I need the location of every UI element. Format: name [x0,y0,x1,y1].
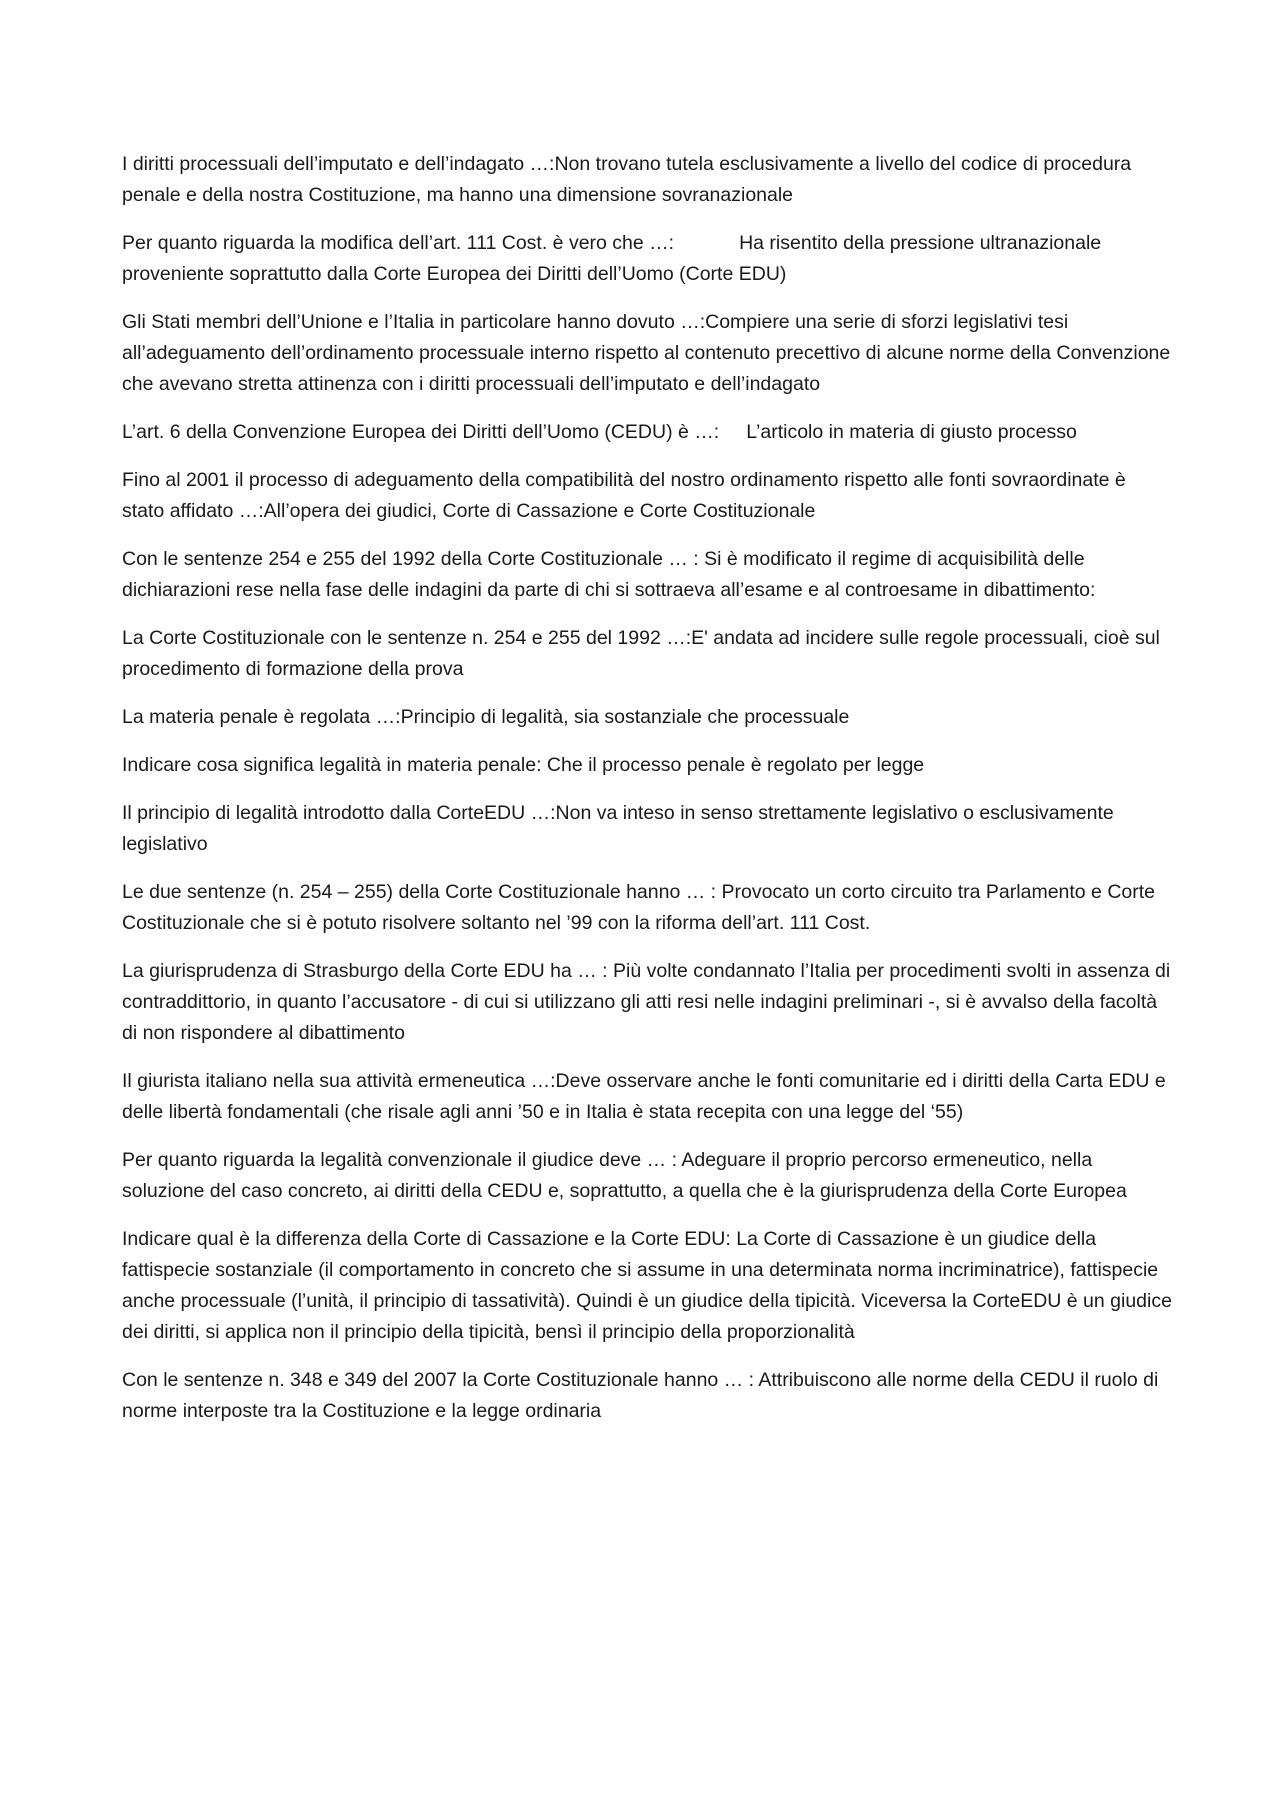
paragraph-legalita-convenzionale: Per quanto riguarda la legalità convenzionale il giudice deve … : Adeguare il proprio percorso ermeneutico, nella soluzione del caso concreto, ai diritti della CEDU e, soprattutto, a quella che è la giurisprudenza della Corte Europea [122,1149,1127,1202]
paragraph-sentenze-348-349: Con le sentenze n. 348 e 349 del 2007 la Corte Costituzionale hanno … : Attribuiscono alle norme della CEDU il ruolo di norme interposte tra la Costituzione e la legge ordinaria [122,1369,1164,1422]
paragraph-fino-al-2001: Fino al 2001 il processo di adeguamento della compatibilità del nostro ordinamento rispetto alle fonti sovraordinate è stato affidato …:All’opera dei giudici, Corte di Cassazione e Corte Costituzionale [122,469,1132,522]
paragraph-sentenze-254-255-prova: La Corte Costituzionale con le sentenze n. 254 e 255 del 1992 …:E' andata ad incidere sulle regole processuali, cioè sul procedimento di formazione della prova [122,627,1166,680]
paragraph-legalita-penale: Indicare cosa significa legalità in materia penale: Che il processo penale è regolato per legge [122,754,925,776]
paragraph-giurisprudenza-strasburgo: La giurisprudenza di Strasburgo della Corte EDU ha … : Più volte condannato l’Italia per procedimenti svolti in assenza di contraddittorio, in quanto l’accusatore - di cui si utilizzano gli atti resi nelle indagini preliminari -, si è avvalso della facoltà di non rispondere al dibattimento [122,960,1176,1044]
paragraph-materia-penale: La materia penale è regolata …:Principio di legalità, sia sostanziale che processuale [122,706,850,728]
paragraph-principio-legalita-cedu: Il principio di legalità introdotto dalla CorteEDU …:Non va inteso in senso strettamente legislativo o esclusivamente legislativo [122,802,1120,855]
document-body [122,149,1178,1444]
paragraph-stati-membri: Gli Stati membri dell’Unione e l’Italia in particolare hanno dovuto …:Compiere una serie di sforzi legislativi tesi all’adeguamento dell’ordinamento processuale interno rispetto al contenuto precettivo di alcune norme della Convenzione che avevano stretta attinenza con i diritti processuali dell’imputato e dell’indagato [122,311,1176,395]
paragraph-modifica-art-111: Per quanto riguarda la modifica dell’art. 111 Cost. è vero che …: Ha risentito della pressione ultranazionale proveniente soprattutto dalla Corte Europea dei Diritti dell’Uomo (Corte EDU) [122,232,1107,285]
paragraph-art-6-cedu: L’art. 6 della Convenzione Europea dei Diritti dell’Uomo (CEDU) è …: L’articolo in materia di giusto processo [122,421,1077,443]
paragraph-differenza-cassazione-edu: Indicare qual è la differenza della Corte di Cassazione e la Corte EDU: La Corte di Cassazione è un giudice della fattispecie sostanziale (il comportamento in concreto che si assume in una determinata norma incriminatrice), fattispecie anche processuale (l’unità, il principio di tassatività). Quindi è un giudice della tipicità. Viceversa la CorteEDU è un giudice dei diritti, si applica non il principio della tipicità, bensì il principio della proporzionalità [122,1228,1178,1343]
paragraph-giurista-italiano: Il giurista italiano nella sua attività ermeneutica …:Deve osservare anche le fonti comunitarie ed i diritti della Carta EDU e delle libertà fondamentali (che risale agli anni ’50 e in Italia è stata recepita con una legge del ‘55) [122,1070,1172,1123]
paragraph-diritti-processuali: I diritti processuali dell’imputato e dell’indagato …:Non trovano tutela esclusivamente a livello del codice di procedura penale e della nostra Costituzione, ma hanno una dimensione sovranazionale [122,153,1137,206]
paragraph-sentenze-254-255-regime: Con le sentenze 254 e 255 del 1992 della Corte Costituzionale … : Si è modificato il regime di acquisibilità delle dichiarazioni rese nella fase delle indagini da parte di chi si sottraeva all’esame e al controesame in dibattimento: [122,548,1096,601]
paragraph-corto-circuito: Le due sentenze (n. 254 – 255) della Corte Costituzionale hanno … : Provocato un corto circuito tra Parlamento e Corte Costituzionale che si è potuto risolvere soltanto nel ’99 con la riforma dell’art. 111 Cost. [122,881,1161,934]
